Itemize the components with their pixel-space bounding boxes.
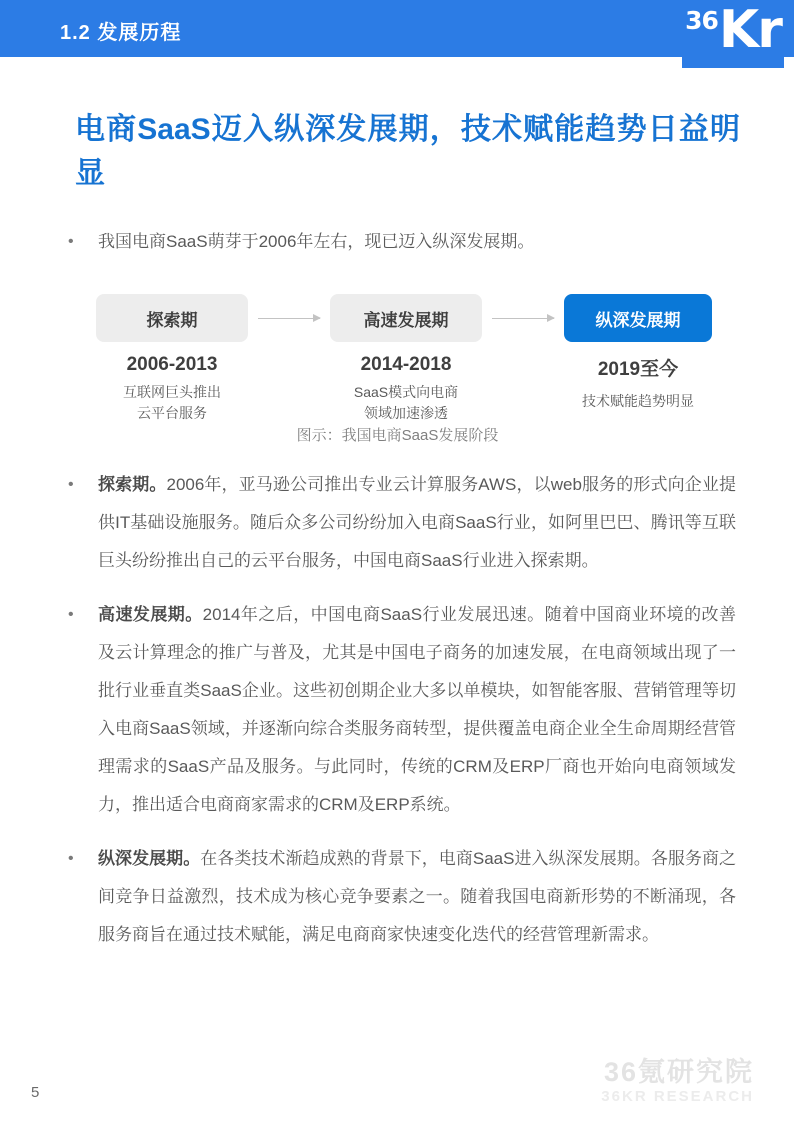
bullet-marker: • [68, 850, 74, 867]
stage-desc-line: SaaS模式向电商 [353, 384, 459, 400]
timeline-stage-exploration [96, 294, 248, 424]
right-arrow-icon [492, 318, 554, 319]
bullet-marker: • [68, 476, 74, 493]
intro-bullet-text: 我国电商SaaS萌芽于2006年左右，现已迈入纵深发展期。 [98, 232, 535, 251]
watermark-chinese: 36氪研究院 [603, 1057, 754, 1087]
paragraph-body: 2006年，亚马逊公司推出专业云计算服务AWS，以web服务的形式向企业提供IT基础设施服务。随后众多公司纷纷加入电商SaaS行业，如阿里巴巴、腾讯等互联巨头纷纷推出自己的云平台服务，中国电商SaaS行业进入探索期。 [98, 475, 736, 570]
paragraph-text [98, 466, 736, 580]
paragraph-lead: 纵深发展期。 [98, 849, 201, 868]
paragraph-text [98, 840, 736, 954]
paragraph-body: 在各类技术渐趋成熟的背景下，电商SaaS进入纵深发展期。各服务商之间竞争日益激烈，技术成为核心竞争要素之一。随着我国电商新形势的不断涌现，各服务商旨在通过技术赋能，满足电商商家快速变化迭代的经营管理新需求。 [98, 849, 737, 944]
header-bar [0, 0, 794, 57]
stage-desc-line: 技术赋能趋势明显 [582, 393, 694, 409]
timeline-diagram [96, 294, 712, 424]
logo-kr-text: Kr [718, 0, 781, 60]
stage-desc-line: 云平台服务 [137, 405, 207, 421]
timeline-stage-rapid-growth [330, 294, 482, 424]
paragraph-lead: 探索期。 [98, 475, 167, 494]
bullet-paragraph-rapid-growth [68, 596, 736, 824]
stage-period: 2006-2013 [126, 354, 218, 375]
timeline-stage-deep-development [564, 294, 712, 424]
paragraph-lead: 高速发展期。 [98, 605, 203, 624]
stage-label-box: 探索期 [96, 294, 248, 342]
timeline-arrow [248, 294, 330, 342]
stage-desc-line: 互联网巨头推出 [123, 384, 221, 400]
paragraph-body: 2014年之后，中国电商SaaS行业发展迅速。随着中国商业环境的改善及云计算理念的推广与普及，尤其是中国电子商务的加速发展，在电商领域出现了一批行业垂直类SaaS企业。这些初创期企业大多以单模块，如智能客服、营销管理等切入电商SaaS领域，并逐渐向综合类服务商转型，提供覆盖电商企业全生命周期经营管理需求的SaaS产品及服务。与此同时，传统的CRM及ERP厂商也开始向电商领域发力，推出适合电商商家需求的CRM及ERP系统。 [98, 605, 737, 814]
stage-desc-line: 领域加速渗透 [364, 405, 448, 421]
timeline-arrow [482, 294, 564, 342]
intro-bullet-row [68, 228, 733, 256]
footer-watermark [601, 1057, 754, 1107]
page-title: 电商SaaS迈入纵深发展期，技术赋能趋势日益明显 [75, 113, 740, 190]
stage-period: 2014-2018 [360, 354, 452, 375]
bullet-paragraph-exploration [68, 466, 736, 580]
stage-period: 2019至今 [597, 359, 679, 380]
paragraph-text [98, 596, 736, 824]
stage-description [582, 391, 694, 412]
bullet-marker: • [68, 233, 74, 250]
stage-description [354, 382, 458, 424]
section-heading: 1.2 发展历程 [60, 22, 182, 44]
body-paragraphs [68, 466, 736, 970]
stage-label-box-highlighted: 纵深发展期 [564, 294, 712, 342]
stage-description [123, 382, 221, 424]
page-number: 5 [31, 1084, 40, 1101]
watermark-english: 36KR RESEARCH [601, 1088, 754, 1105]
logo-36-text: 36 [685, 6, 718, 35]
diagram-caption: 图示：我国电商SaaS发展阶段 [296, 427, 499, 444]
right-arrow-icon [258, 318, 320, 319]
bullet-marker: • [68, 606, 74, 623]
stage-label-box: 高速发展期 [330, 294, 482, 342]
bullet-paragraph-deep-development [68, 840, 736, 954]
brand-logo [682, 0, 784, 68]
